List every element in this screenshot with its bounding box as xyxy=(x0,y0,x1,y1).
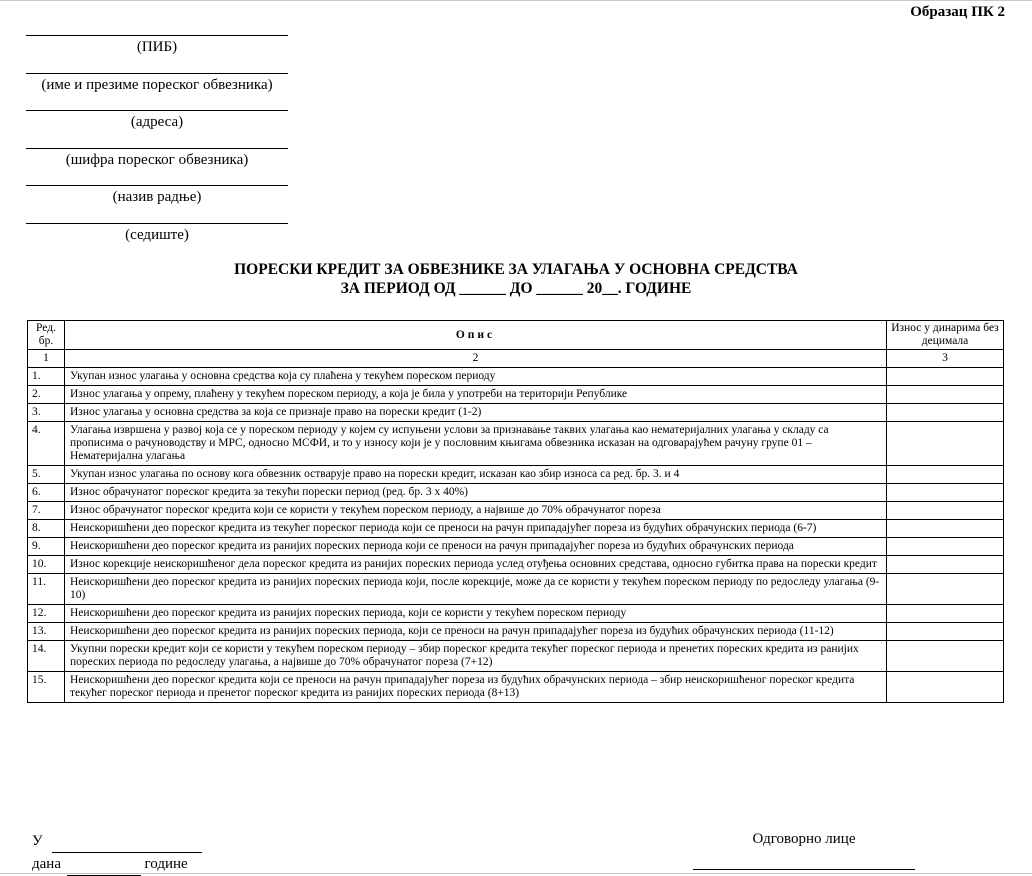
table-row xyxy=(28,605,1004,623)
row-amount-field[interactable] xyxy=(887,520,1004,538)
place-field[interactable] xyxy=(52,838,202,853)
header-field-input-line[interactable] xyxy=(26,73,288,74)
form-code: Образац ПК 2 xyxy=(910,4,1005,20)
tax-credit-table xyxy=(27,320,1004,703)
header-description: Опис xyxy=(65,321,887,350)
header-field xyxy=(26,185,288,223)
row-description: Износ улагања у опрему, плаћену у текућем пореском периоду, а која је била у употреби на територији Републике xyxy=(65,386,887,404)
row-number: 1. xyxy=(28,368,65,386)
header-field-input-line[interactable] xyxy=(26,185,288,186)
row-amount-field[interactable] xyxy=(887,672,1004,703)
form-title-line1: ПОРЕСКИ КРЕДИТ ЗА ОБВЕЗНИКЕ ЗА УЛАГАЊА У ОСНОВНА СРЕДСТВА xyxy=(234,261,798,278)
row-amount-field[interactable] xyxy=(887,386,1004,404)
row-number: 14. xyxy=(28,641,65,672)
row-description: Укупан износ улагања по основу кога обвезник остварује право на порески кредит, исказан као збир износа са ред. бр. 3. и 4 xyxy=(65,466,887,484)
row-description: Укупан износ улагања у основна средства која су плаћена у текућем пореском периоду xyxy=(65,368,887,386)
header-field-input-line[interactable] xyxy=(26,148,288,149)
row-description: Износ корекције неискоришћеног дела пореског кредита из ранијих пореских периода услед отуђења основних средстава, односно губитка права на порески кредит xyxy=(65,556,887,574)
row-amount-field[interactable] xyxy=(887,623,1004,641)
table-row xyxy=(28,623,1004,641)
header-field-label: (адреса) xyxy=(130,114,184,130)
row-description: Неискоришћени део пореског кредита из текућег пореског периода који се преноси на рачун припадајућег пореза из будућих обрачунских периода (6-7) xyxy=(65,520,887,538)
table-row xyxy=(28,422,1004,466)
table-row xyxy=(28,672,1004,703)
row-description: Укупни порески кредит који се користи у текућем пореском периоду – збир пореског кредита текућег пореског периода и пренетих пореских кредита из ранијих пореских периода по редоследу улагања, а највише до 70% обрачунатог пореза (7+12) xyxy=(65,641,887,672)
row-amount-field[interactable] xyxy=(887,641,1004,672)
table-row xyxy=(28,641,1004,672)
page-top-border xyxy=(0,0,1032,1)
header-field-input-line[interactable] xyxy=(26,223,288,224)
header-field xyxy=(26,148,288,186)
place-label: У xyxy=(32,833,43,849)
form-title-line2: ЗА ПЕРИОД ОД ______ ДО ______ 20__. ГОДИНЕ xyxy=(340,280,692,297)
header-field-label: (ПИБ) xyxy=(136,39,178,55)
row-number: 11. xyxy=(28,574,65,605)
row-description: Неискоришћени део пореског кредита из ранијих пореских периода који се преноси на рачун припадајућег пореза из будућих обрачунских периода xyxy=(65,538,887,556)
table-row xyxy=(28,404,1004,422)
row-number: 9. xyxy=(28,538,65,556)
row-description: Износ улагања у основна средства за која се признаје право на порески кредит (1-2) xyxy=(65,404,887,422)
table-row xyxy=(28,556,1004,574)
header-field-label: (име и презиме пореског обвезника) xyxy=(41,76,273,93)
row-amount-field[interactable] xyxy=(887,574,1004,605)
signature-line[interactable] xyxy=(693,869,915,870)
header-field xyxy=(26,110,288,148)
row-amount-field[interactable] xyxy=(887,404,1004,422)
responsible-person-block xyxy=(693,830,915,870)
row-description: Неискоришћени део пореског кредита који се преноси на рачун припадајућег пореза из будућих обрачунских периода – збир неискоришћеног пореског кредита текућег пореског периода и пренетог пореског кредита из ранијих пореских периода (8+13) xyxy=(65,672,887,703)
row-description: Неискоришћени део пореског кредита из ранијих пореских периода, који се преноси на рачун припадајућег пореза из будућих обрачунских периода (11-12) xyxy=(65,623,887,641)
row-description: Износ обрачунатог пореског кредита који се користи у текућем пореском периоду, а највише до 70% обрачунатог пореза xyxy=(65,502,887,520)
row-number: 2. xyxy=(28,386,65,404)
year-label: године xyxy=(144,856,188,872)
row-number: 15. xyxy=(28,672,65,703)
table-header-row xyxy=(28,321,1004,350)
row-number: 10. xyxy=(28,556,65,574)
header-row-number: Ред. бр. xyxy=(28,321,65,350)
row-number: 7. xyxy=(28,502,65,520)
row-description: Неискоришћени део пореског кредита из ранијих пореских периода који, после корекције, може да се користи у текућем пореском периоду по редоследу улагања (9-10) xyxy=(65,574,887,605)
row-number: 3. xyxy=(28,404,65,422)
table-row xyxy=(28,368,1004,386)
row-description: Улагања извршена у развој која се у пореском периоду у којем су испуњени услови за признавање таквих улагања као нематеријалних улагања у складу са прописима о рачуноводству и МРС, односно МСФИ, и то у износу који је у пословним књигама обвезника исказан на одговарајућем рачуну групе 01 – Нематеријална улагања xyxy=(65,422,887,466)
taxpayer-header-fields xyxy=(26,35,288,260)
row-amount-field[interactable] xyxy=(887,466,1004,484)
row-number: 8. xyxy=(28,520,65,538)
row-description: Износ обрачунатог пореског кредита за текући порески период (ред. бр. 3 x 40%) xyxy=(65,484,887,502)
page-bottom-border xyxy=(0,873,1032,874)
column-number: 2 xyxy=(65,350,887,368)
table-row xyxy=(28,502,1004,520)
column-number-row xyxy=(28,350,1004,368)
row-amount-field[interactable] xyxy=(887,484,1004,502)
place-date-block xyxy=(32,830,202,876)
header-amount: Износ у динарима без децимала xyxy=(887,321,1004,350)
table-row xyxy=(28,520,1004,538)
table-row xyxy=(28,466,1004,484)
column-number: 3 xyxy=(887,350,1004,368)
header-field-label: (седиште) xyxy=(125,226,189,243)
row-description: Неискоришћени део пореског кредита из ранијих пореских периода, који се користи у текућем пореском периоду xyxy=(65,605,887,623)
column-number: 1 xyxy=(28,350,65,368)
form-title xyxy=(0,260,1032,298)
header-field-input-line[interactable] xyxy=(26,35,288,36)
row-amount-field[interactable] xyxy=(887,538,1004,556)
row-amount-field[interactable] xyxy=(887,502,1004,520)
header-field xyxy=(26,73,288,111)
row-amount-field[interactable] xyxy=(887,368,1004,386)
table-body xyxy=(28,368,1004,703)
row-number: 12. xyxy=(28,605,65,623)
header-field-label: (назив радње) xyxy=(112,189,202,205)
row-amount-field[interactable] xyxy=(887,556,1004,574)
responsible-person-label: Одговорно лице xyxy=(752,831,856,847)
table-row xyxy=(28,386,1004,404)
date-label: дана xyxy=(32,856,61,872)
row-amount-field[interactable] xyxy=(887,422,1004,466)
table-row xyxy=(28,574,1004,605)
header-field xyxy=(26,223,288,261)
row-number: 6. xyxy=(28,484,65,502)
row-number: 4. xyxy=(28,422,65,466)
header-field-label: (шифра пореског обвезника) xyxy=(65,151,249,168)
row-number: 5. xyxy=(28,466,65,484)
header-field xyxy=(26,35,288,73)
table-row xyxy=(28,538,1004,556)
row-amount-field[interactable] xyxy=(887,605,1004,623)
row-number: 13. xyxy=(28,623,65,641)
header-field-input-line[interactable] xyxy=(26,110,288,111)
table-row xyxy=(28,484,1004,502)
